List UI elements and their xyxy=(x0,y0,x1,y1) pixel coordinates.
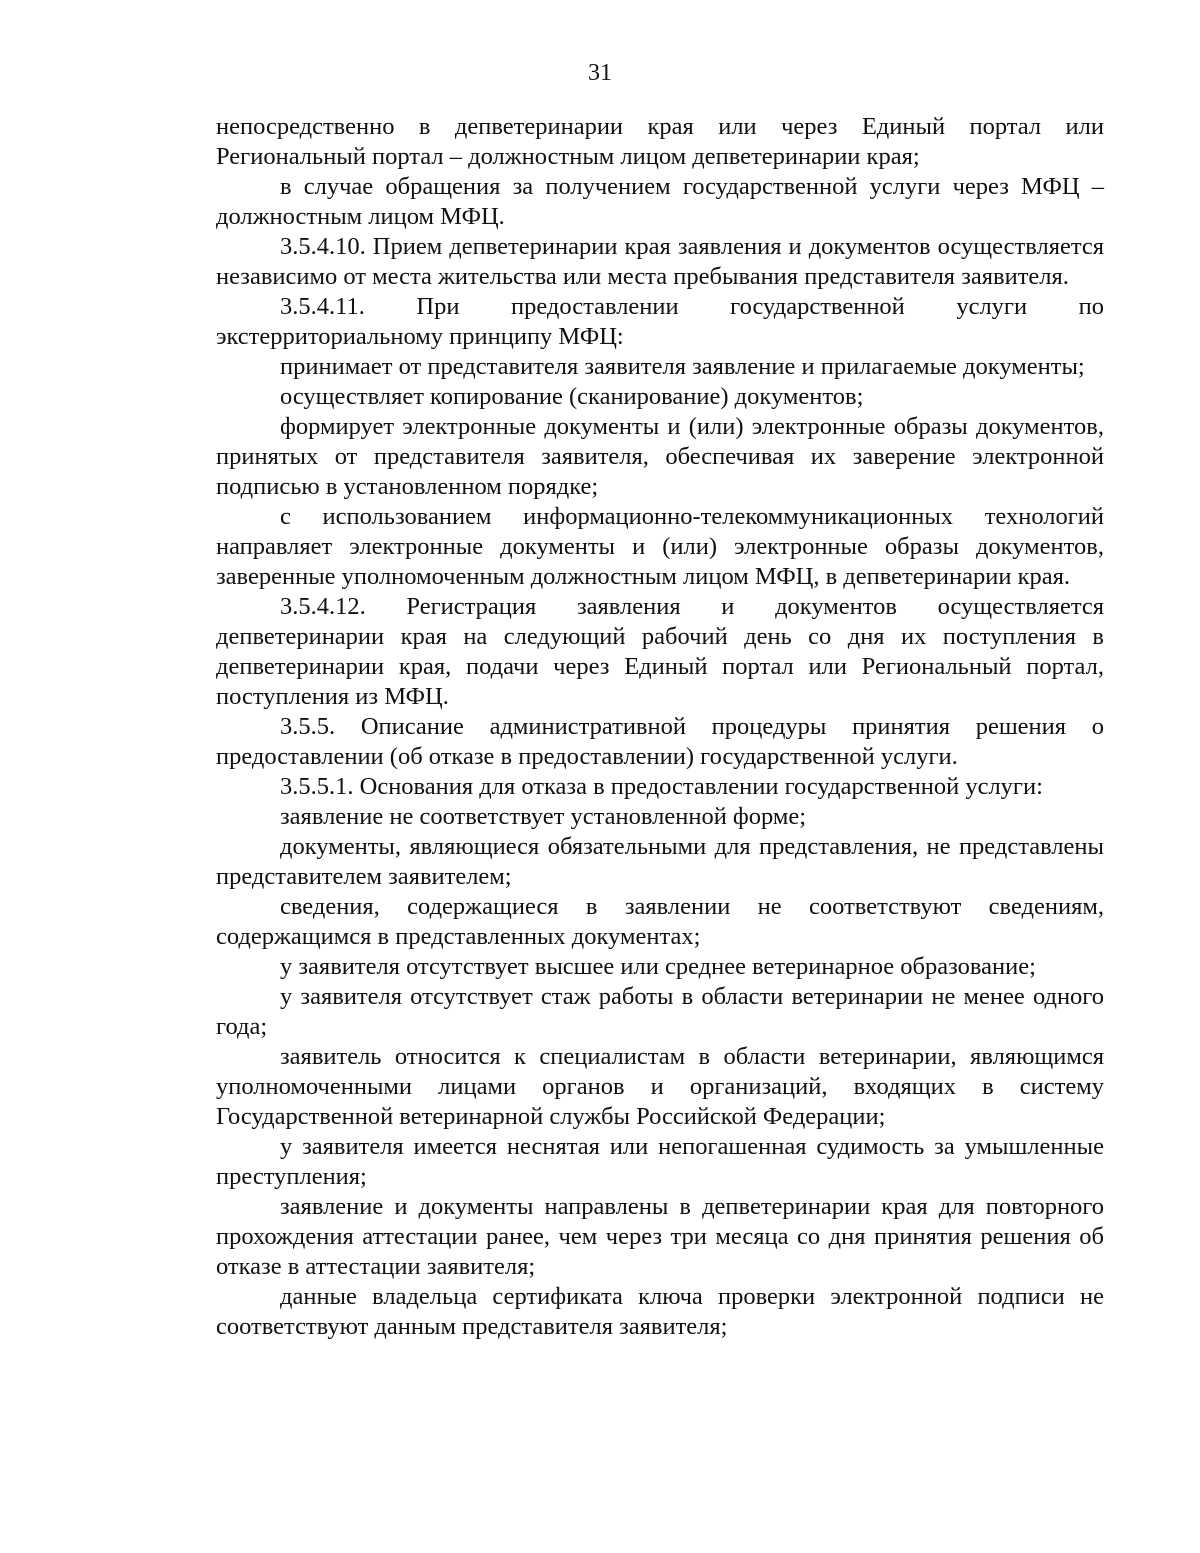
paragraph: формирует электронные документы и (или) электронные образы документов, принятых от представителя заявителя, обеспечивая их заверение электронной подписью в установленном порядке; xyxy=(216,413,1104,500)
paragraph: у заявителя имеется неснятая или непогашенная судимость за умышленные преступления; xyxy=(216,1133,1104,1190)
paragraph: у заявителя отсутствует стаж работы в области ветеринарии не менее одного года; xyxy=(216,983,1104,1040)
paragraph: в случае обращения за получением государственной услуги через МФЦ – должностным лицом МФЦ. xyxy=(216,173,1104,230)
document-body xyxy=(216,112,1104,1342)
paragraph: 3.5.4.12. Регистрация заявления и документов осуществляется депветеринарии края на следующий рабочий день со дня их поступления в депветеринарии края, подачи через Единый портал или Региональный портал, поступления из МФЦ. xyxy=(216,593,1104,710)
paragraph: осуществляет копирование (сканирование) документов; xyxy=(280,383,864,410)
paragraph: 3.5.5.1. Основания для отказа в предоставлении государственной услуги: xyxy=(280,773,1043,800)
paragraph: непосредственно в депветеринарии края или через Единый портал или Региональный портал – должностным лицом депветеринарии края; xyxy=(216,113,1104,170)
paragraph: заявитель относится к специалистам в области ветеринарии, являющимся уполномоченными лицами органов и организаций, входящих в систему Государственной ветеринарной службы Российской Федерации; xyxy=(216,1043,1104,1130)
paragraph: у заявителя отсутствует высшее или среднее ветеринарное образование; xyxy=(280,953,1036,980)
paragraph: принимает от представителя заявителя заявление и прилагаемые документы; xyxy=(280,353,1085,380)
page-number: 31 xyxy=(588,60,612,86)
paragraph: с использованием информационно-телекоммуникационных технологий направляет электронные документы и (или) электронные образы документов, заверенные уполномоченным должностным лицом МФЦ, в депветеринарии края. xyxy=(216,503,1104,590)
paragraph: 3.5.5. Описание административной процедуры принятия решения о предоставлении (об отказе в предоставлении) государственной услуги. xyxy=(216,713,1104,770)
paragraph: 3.5.4.10. Прием депветеринарии края заявления и документов осуществляется независимо от места жительства или места пребывания представителя заявителя. xyxy=(216,233,1104,290)
paragraph: сведения, содержащиеся в заявлении не соответствуют сведениям, содержащимся в представленных документах; xyxy=(216,893,1104,950)
paragraph: данные владельца сертификата ключа проверки электронной подписи не соответствуют данным представителя заявителя; xyxy=(216,1283,1104,1340)
paragraph: заявление не соответствует установленной форме; xyxy=(280,803,807,830)
paragraph: документы, являющиеся обязательными для представления, не представлены представителем заявителем; xyxy=(216,833,1104,890)
paragraph: 3.5.4.11. При предоставлении государственной услуги по экстерриториальному принципу МФЦ: xyxy=(216,293,1104,350)
paragraph: заявление и документы направлены в депветеринарии края для повторного прохождения аттестации ранее, чем через три месяца со дня принятия решения об отказе в аттестации заявителя; xyxy=(216,1193,1104,1280)
